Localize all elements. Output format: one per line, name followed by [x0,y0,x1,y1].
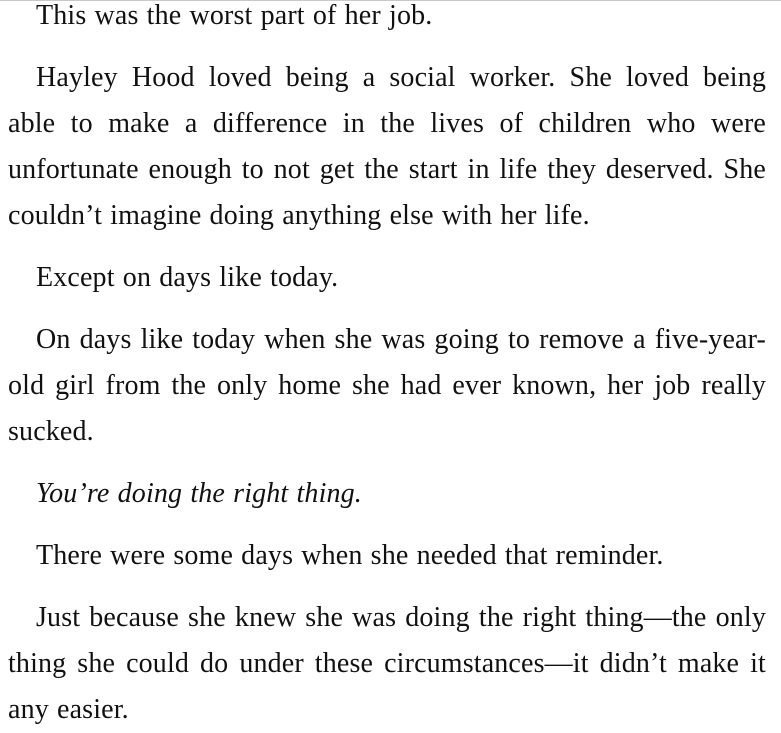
paragraph-7: Just because she knew she was doing the right thing—the only thing she could do under these circumstances—it didn’t make it any easier. [8,602,766,725]
paragraph-4: On days like today when she was going to remove a five-year-old girl from the only home she had ever known, her job really sucked. [8,324,766,447]
paragraph-1: This was the worst part of her job. [36,0,433,31]
paragraph-5-italic: You’re doing the right thing. [36,478,362,509]
paragraph-3: Except on days like today. [36,262,339,293]
paragraph-2: Hayley Hood loved being a social worker. She loved being able to make a difference in the lives of children who were unfortunate enough to not get the start in life they deserved. She couldn’t imagine doing anything else with her life. [8,62,766,231]
book-page [8,0,766,733]
paragraph-6: There were some days when she needed that reminder. [36,540,664,571]
